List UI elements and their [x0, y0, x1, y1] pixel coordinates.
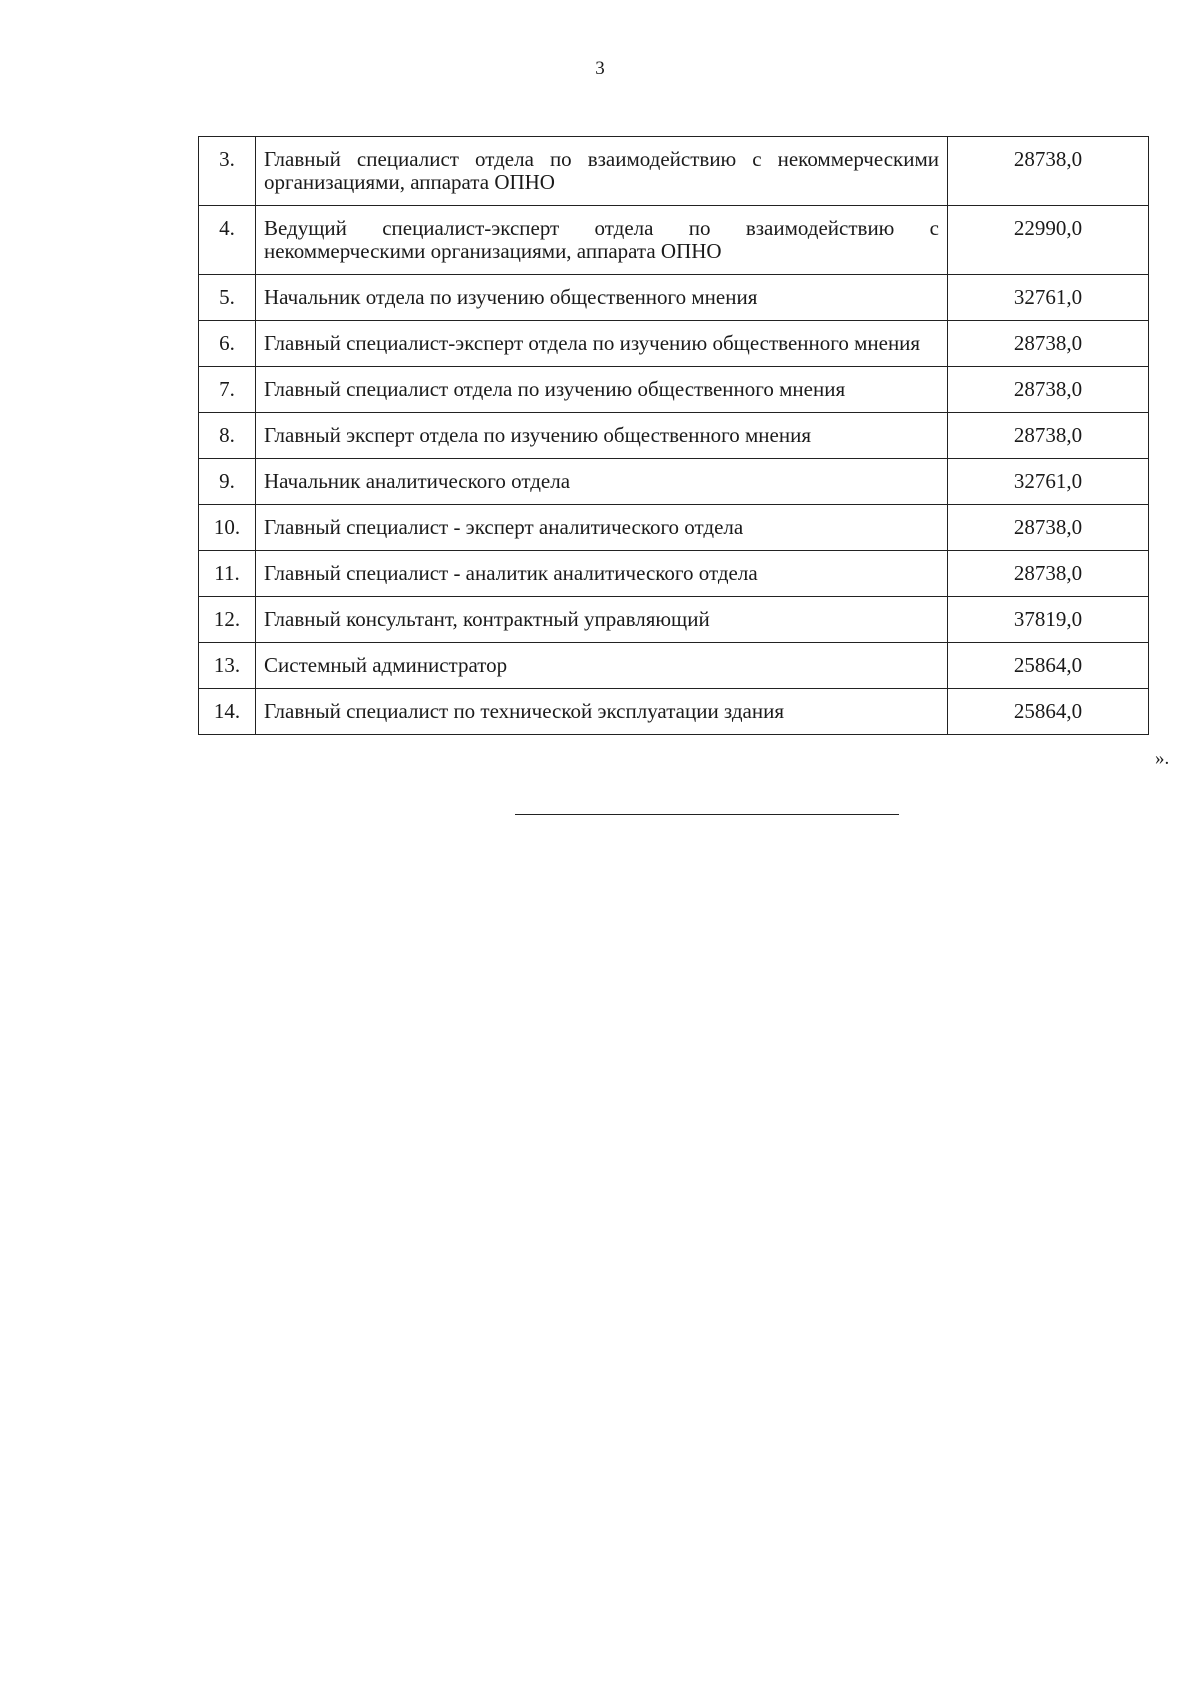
- table-row: [199, 505, 1149, 551]
- salary-table: [198, 136, 1149, 735]
- table-row: [199, 459, 1149, 505]
- salary-amount: 28738,0: [948, 505, 1149, 551]
- bottom-rule: [515, 814, 899, 815]
- salary-amount: 28738,0: [948, 321, 1149, 367]
- position-title: Главный специалист - аналитик аналитического отдела: [256, 551, 948, 597]
- row-number: 11.: [199, 551, 256, 597]
- table-row: [199, 413, 1149, 459]
- table-row: [199, 206, 1149, 275]
- table-row: [199, 643, 1149, 689]
- table-row: [199, 137, 1149, 206]
- salary-amount: 28738,0: [948, 137, 1149, 206]
- table-row: [199, 321, 1149, 367]
- position-title: Главный специалист отдела по взаимодействию с некоммерческими организациями, аппарата ОПНО: [256, 137, 948, 206]
- closing-quote-mark: ».: [1155, 748, 1170, 769]
- row-number: 6.: [199, 321, 256, 367]
- table-row: [199, 551, 1149, 597]
- salary-amount: 32761,0: [948, 459, 1149, 505]
- page-number: 3: [595, 58, 605, 79]
- position-title: Главный эксперт отдела по изучению общественного мнения: [256, 413, 948, 459]
- row-number: 7.: [199, 367, 256, 413]
- position-title: Главный специалист-эксперт отдела по изучению общественного мнения: [256, 321, 948, 367]
- table-row: [199, 275, 1149, 321]
- salary-amount: 28738,0: [948, 413, 1149, 459]
- position-title: Начальник аналитического отдела: [256, 459, 948, 505]
- row-number: 3.: [199, 137, 256, 206]
- position-title: Главный консультант, контрактный управляющий: [256, 597, 948, 643]
- row-number: 8.: [199, 413, 256, 459]
- position-title: Ведущий специалист-эксперт отдела по взаимодействию с некоммерческими организациями, аппарата ОПНО: [256, 206, 948, 275]
- salary-table-body: [199, 137, 1149, 735]
- salary-amount: 37819,0: [948, 597, 1149, 643]
- row-number: 5.: [199, 275, 256, 321]
- row-number: 4.: [199, 206, 256, 275]
- row-number: 14.: [199, 689, 256, 735]
- salary-amount: 32761,0: [948, 275, 1149, 321]
- salary-amount: 28738,0: [948, 551, 1149, 597]
- table-row: [199, 597, 1149, 643]
- position-title: Главный специалист отдела по изучению общественного мнения: [256, 367, 948, 413]
- salary-amount: 25864,0: [948, 643, 1149, 689]
- row-number: 13.: [199, 643, 256, 689]
- salary-amount: 25864,0: [948, 689, 1149, 735]
- table-row: [199, 367, 1149, 413]
- position-title: Главный специалист - эксперт аналитического отдела: [256, 505, 948, 551]
- row-number: 10.: [199, 505, 256, 551]
- salary-amount: 22990,0: [948, 206, 1149, 275]
- position-title: Главный специалист по технической эксплуатации здания: [256, 689, 948, 735]
- position-title: Начальник отдела по изучению общественного мнения: [256, 275, 948, 321]
- salary-amount: 28738,0: [948, 367, 1149, 413]
- table-row: [199, 689, 1149, 735]
- row-number: 9.: [199, 459, 256, 505]
- position-title: Системный администратор: [256, 643, 948, 689]
- row-number: 12.: [199, 597, 256, 643]
